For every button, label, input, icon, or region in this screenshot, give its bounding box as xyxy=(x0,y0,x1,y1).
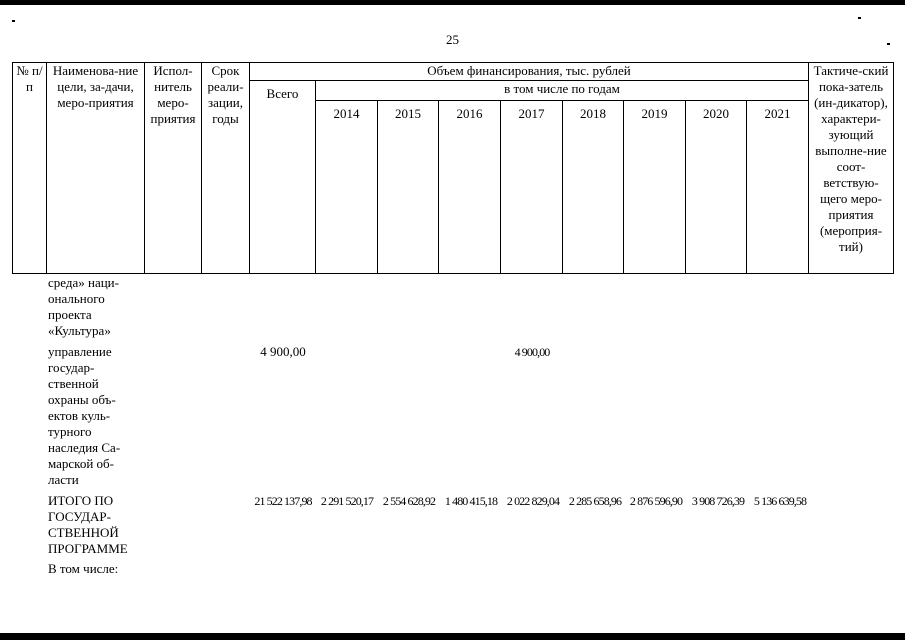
row-year: 2 022 829,04 xyxy=(506,494,560,508)
header-year: 2021 xyxy=(747,101,809,274)
row-name: ИТОГО ПО ГОСУДАР-СТВЕННОЙ ПРОГРАММЕ xyxy=(48,493,128,556)
row-total: 21 522 137,98 xyxy=(254,494,312,508)
top-border xyxy=(0,0,905,5)
page-number: 25 xyxy=(446,32,459,47)
header-name: Наименова-ние цели, за-дачи, меро-приятия xyxy=(47,63,145,274)
row-year: 5 136 639,58 xyxy=(753,494,807,508)
row-year-2017: 4 900,00 xyxy=(514,345,550,359)
header-year: 2015 xyxy=(378,101,439,274)
scan-speck xyxy=(12,20,15,22)
row-year: 2 291 520,17 xyxy=(320,494,374,508)
row-name: В том числе: xyxy=(48,561,119,576)
header-year: 2020 xyxy=(686,101,747,274)
header-year: 2019 xyxy=(624,101,686,274)
row-name: среда» наци-онального проекта «Культура» xyxy=(48,275,119,338)
row-name: управление государ-ственной охраны объ-ектов куль-турного наследия Са-марской об-ласти xyxy=(48,344,121,487)
header-year: 2016 xyxy=(439,101,501,274)
header-year: 2018 xyxy=(563,101,624,274)
row-year: 2 554 628,92 xyxy=(382,494,436,508)
header-year: 2017 xyxy=(501,101,563,274)
scan-speck xyxy=(858,17,861,19)
header-by-years: в том числе по годам xyxy=(316,81,809,101)
row-total: 4 900,00 xyxy=(260,344,306,359)
bottom-border xyxy=(0,633,905,640)
header-indicator: Тактиче-ский пока-затель (ин-дикатор), характери-зующий выполне-ние соот-ветствую-щего меро-приятия (мероприя-тий) xyxy=(809,63,894,274)
header-funding: Объем финансирования, тыс. рублей xyxy=(250,63,809,81)
row-year: 1 480 415,18 xyxy=(444,494,498,508)
header-year: 2014 xyxy=(316,101,378,274)
row-year: 2 285 658,96 xyxy=(568,494,622,508)
header-total: Всего xyxy=(250,81,316,274)
header-executor: Испол-нитель меро-приятия xyxy=(145,63,202,274)
header-period: Срок реали-зации, годы xyxy=(202,63,250,274)
funding-table-header xyxy=(12,62,894,274)
header-num: № п/п xyxy=(13,63,47,274)
row-year: 3 908 726,39 xyxy=(691,494,745,508)
row-year: 2 876 596,90 xyxy=(629,494,683,508)
